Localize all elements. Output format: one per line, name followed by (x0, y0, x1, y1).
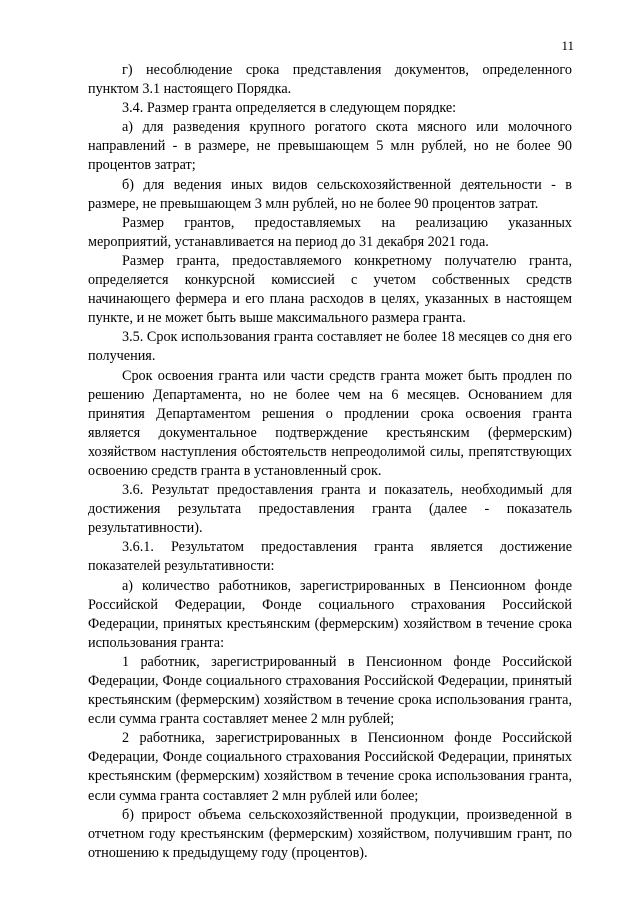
paragraph-3-6-1-indicators: 3.6.1. Результатом предоставления гранта является достижение показателей результативности: (88, 539, 572, 575)
document-body (88, 61, 572, 863)
paragraph-g-non-compliance: г) несоблюдение срока представления документов, определенного пунктом 3.1 настоящего Порядка. (88, 62, 572, 98)
paragraph-two-employees: 2 работника, зарегистрированных в Пенсионном фонде Российской Федерации, Фонде социального страхования Российской Федерации, принятых крестьянским (фермерским) хозяйством в течение срока использования гранта, если сумма гранта составляет 2 млн рублей или более; (88, 730, 572, 804)
paragraph-3-4-heading: 3.4. Размер гранта определяется в следующем порядке: (122, 100, 457, 117)
page-number: 11 (561, 38, 574, 53)
paragraph-a-employees: а) количество работников, зарегистрированных в Пенсионном фонде Российской Федерации, Фонде социального страхования Российской Федерации, принятых крестьянским (фермерским) хозяйством в течение срока использования гранта: (88, 577, 572, 651)
paragraph-term-extension: Срок освоения гранта или части средств гранта может быть продлен по решению Департамента, но не более чем на 6 месяцев. Основанием для принятия Департаментом решения о продлении срока освоения гранта является документальное подтверждение крестьянским (фермерским) хозяйством наступления обстоятельств непреодолимой силы, препятствующих освоению средств гранта в установленный срок. (88, 367, 572, 479)
paragraph-one-employee: 1 работник, зарегистрированный в Пенсионном фонде Российской Федерации, Фонде социального страхования Российской Федерации, принятый крестьянским (фермерским) хозяйством в течение срока использования гранта, если сумма гранта составляет менее 2 млн рублей; (88, 653, 572, 728)
paragraph-b-production-growth: б) прирост объема сельскохозяйственной продукции, произведенной в отчетном году крестьянским (фермерским) хозяйством, получившим грант, по отношению к предыдущему году (процентов). (88, 806, 572, 861)
paragraph-grant-amount-commission: Размер гранта, предоставляемого конкретному получателю гранта, определяется конкурсной комиссией с учетом собственных средств начинающего фермера и его плана расходов в целях, указанных в настоящем пункте, и не может быть выше максимального размера гранта. (88, 252, 572, 327)
paragraph-3-5-usage-term: 3.5. Срок использования гранта составляет не более 18 месяцев со дня его получения. (88, 329, 572, 365)
paragraph-a-cattle: а) для разведения крупного рогатого скота мясного или молочного направлений - в размере, не превышающем 5 млн рублей, но не более 90 процентов затрат; (88, 119, 572, 174)
paragraph-b-other-activities: б) для ведения иных видов сельскохозяйственной деятельности - в размере, не превышающем 3 млн рублей, но не более 90 процентов затрат. (88, 176, 572, 212)
paragraph-grant-period: Размер грантов, предоставляемых на реализацию указанных мероприятий, устанавливается на период до 31 декабря 2021 года. (88, 214, 572, 250)
paragraph-3-6-result: 3.6. Результат предоставления гранта и показатель, необходимый для достижения результата предоставления гранта (далее - показатель результативности). (88, 482, 572, 537)
